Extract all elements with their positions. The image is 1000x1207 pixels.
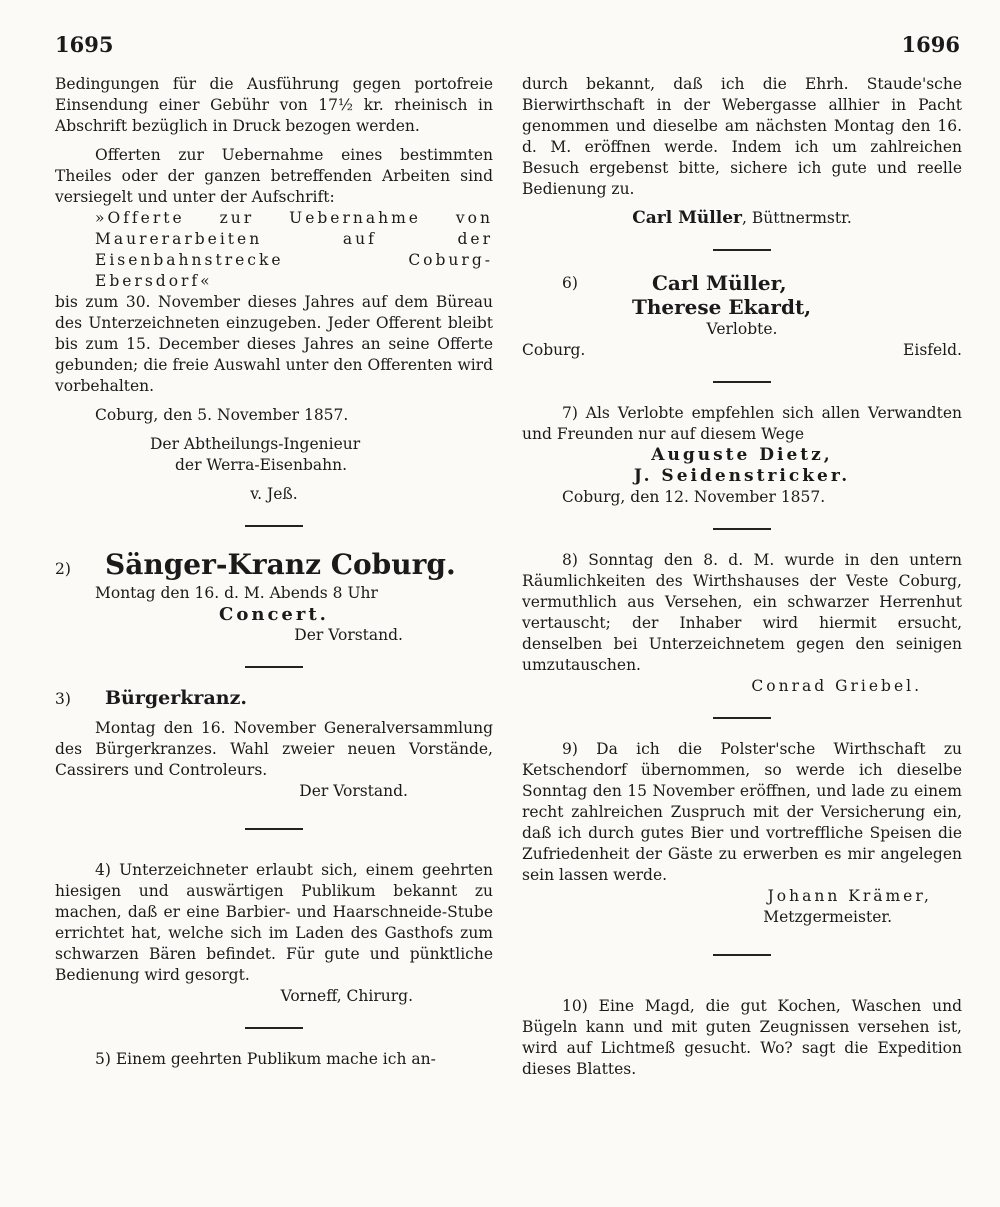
signature-name: v. Jeß.	[250, 485, 298, 503]
ad-5-signature-role: , Büttnermstr.	[741, 209, 852, 227]
ad-2-line: Montag den 16. d. M. Abends 8 Uhr	[95, 584, 378, 602]
right-column	[522, 74, 962, 1080]
ad-5-text: 5) Einem geehrten Publikum mache ich an-	[95, 1050, 436, 1068]
ad-number: 6)	[562, 274, 578, 292]
divider	[245, 828, 303, 830]
ad-2-heading	[55, 547, 493, 583]
divider	[245, 525, 303, 527]
ad-2-signature: Der Vorstand.	[294, 626, 403, 644]
ad-8-signature: Conrad Griebel.	[751, 677, 922, 695]
ad-2-concert: Concert.	[219, 604, 329, 625]
signature-title: Der Abtheilungs-Ingenieur	[150, 435, 361, 453]
signature-company: der Werra-Eisenbahn.	[175, 456, 348, 474]
intro-text: Bedingungen für die Ausführung gegen portofreie Einsendung einer Gebühr von 17½ kr. rheinisch in Abschrift bezüglich in Druck bezogen werden.	[55, 75, 493, 135]
ad-4-signature: Vorneff, Chirurg.	[280, 987, 413, 1005]
ad-6-place-left: Coburg.	[522, 341, 586, 359]
ad-5-signature-name: Carl Müller	[632, 208, 742, 228]
notice-date: Coburg, den 5. November 1857.	[95, 406, 349, 424]
page-number-right: 1696	[901, 32, 960, 57]
divider	[713, 954, 771, 956]
divider	[713, 528, 771, 530]
ad-6-label: Verlobte.	[706, 320, 778, 338]
ad-6-names	[612, 271, 962, 319]
divider	[245, 1027, 303, 1029]
ad-5-signature	[522, 208, 962, 229]
offer-deadline: bis zum 30. November dieses Jahres auf dem Büreau des Unterzeichneten einzugeben. Jeder Offerent bleibt bis zum 15. December dieses Jahres an seine Offerte gebunden; die freie Auswahl unter den Offerenten wird vorbehalten.	[55, 293, 493, 395]
left-column	[55, 74, 493, 1070]
ad-number: 3)	[55, 690, 71, 708]
divider	[713, 249, 771, 251]
ad-9-text: 9) Da ich die Polster'sche Wirthschaft zu Ketschendorf übernommen, so werde ich dieselbe Sonntag den 15 November eröffnen, und lade zu einem recht zahlreichen Zuspruch mit der Versicherung ein, daß ich durch gutes Bier und vortreffliche Speisen die Zufriedenheit der Gäste zu erwerben es mir angelegen sein lassen werde.	[522, 740, 962, 884]
ad-6-place-right: Eisfeld.	[903, 341, 962, 359]
ad-5-continuation: durch bekannt, daß ich die Ehrh. Staude'sche Bierwirthschaft in der Webergasse allhier in Pacht genommen und dieselbe am nächsten Montag den 16. d. M. eröffnen werde. Indem ich um zahlreichen Besuch ergebenst bitte, sichere ich gute und reelle Bedienung zu.	[522, 75, 962, 198]
offer-title: »Offerte zur Uebernahme von Maurerarbeiten auf der Eisenbahnstrecke Coburg-Ebersdorf«	[95, 209, 493, 290]
ad-7-text: 7) Als Verlobte empfehlen sich allen Verwandten und Freunden nur auf diesem Wege	[522, 404, 962, 443]
ad-3-signature: Der Vorstand.	[299, 782, 408, 800]
ad-number: 2)	[55, 560, 71, 578]
ad-title: Sänger-Kranz Coburg.	[105, 548, 456, 581]
ad-6-name-1: Carl Müller,	[652, 271, 787, 295]
ad-7-date: Coburg, den 12. November 1857.	[562, 488, 826, 506]
offer-instructions: Offerten zur Uebernahme eines bestimmten Theiles oder der ganzen betreffenden Arbeiten sind versiegelt und unter der Aufschrift:	[55, 146, 493, 206]
page-number-left: 1695	[55, 32, 114, 57]
ad-9-signature-role: Metzgermeister.	[763, 908, 892, 926]
ad-6-heading	[522, 271, 962, 319]
divider	[713, 717, 771, 719]
divider	[245, 666, 303, 668]
ad-3-heading	[55, 688, 493, 710]
ad-7-name-2: J. Seidenstricker.	[633, 466, 851, 486]
divider	[713, 381, 771, 383]
ad-title: Bürgerkranz.	[105, 687, 247, 709]
ad-10-text: 10) Eine Magd, die gut Kochen, Waschen und Bügeln kann und mit guten Zeugnissen versehen ist, wird auf Lichtmeß gesucht. Wo? sagt die Expedition dieses Blattes.	[522, 997, 962, 1078]
ad-7-name-1: Auguste Dietz,	[651, 445, 833, 465]
ad-4-text: 4) Unterzeichneter erlaubt sich, einem geehrten hiesigen und auswärtigen Publikum bekannt zu machen, daß er eine Barbier- und Haarschneide-Stube errichtet hat, welche sich im Laden des Gasthofs zum schwarzen Bären befindet. Für gute und pünktliche Bedienung wird gesorgt.	[55, 861, 493, 984]
ad-6-places	[522, 340, 962, 361]
ad-6-name-2: Therese Ekardt,	[632, 295, 812, 319]
ad-9-signature-name: Johann Krämer,	[767, 887, 932, 905]
ad-8-text: 8) Sonntag den 8. d. M. wurde in den untern Räumlichkeiten des Wirthshauses der Veste Coburg, vermuthlich aus Versehen, ein schwarzer Herrenhut vertauscht; der Inhaber wird hiermit ersucht, denselben bei Unterzeichnetem gegen den seinigen umzutauschen.	[522, 551, 962, 674]
ad-3-text: Montag den 16. November Generalversammlung des Bürgerkranzes. Wahl zweier neuen Vorstände, Cassirers und Controleurs.	[55, 719, 493, 779]
